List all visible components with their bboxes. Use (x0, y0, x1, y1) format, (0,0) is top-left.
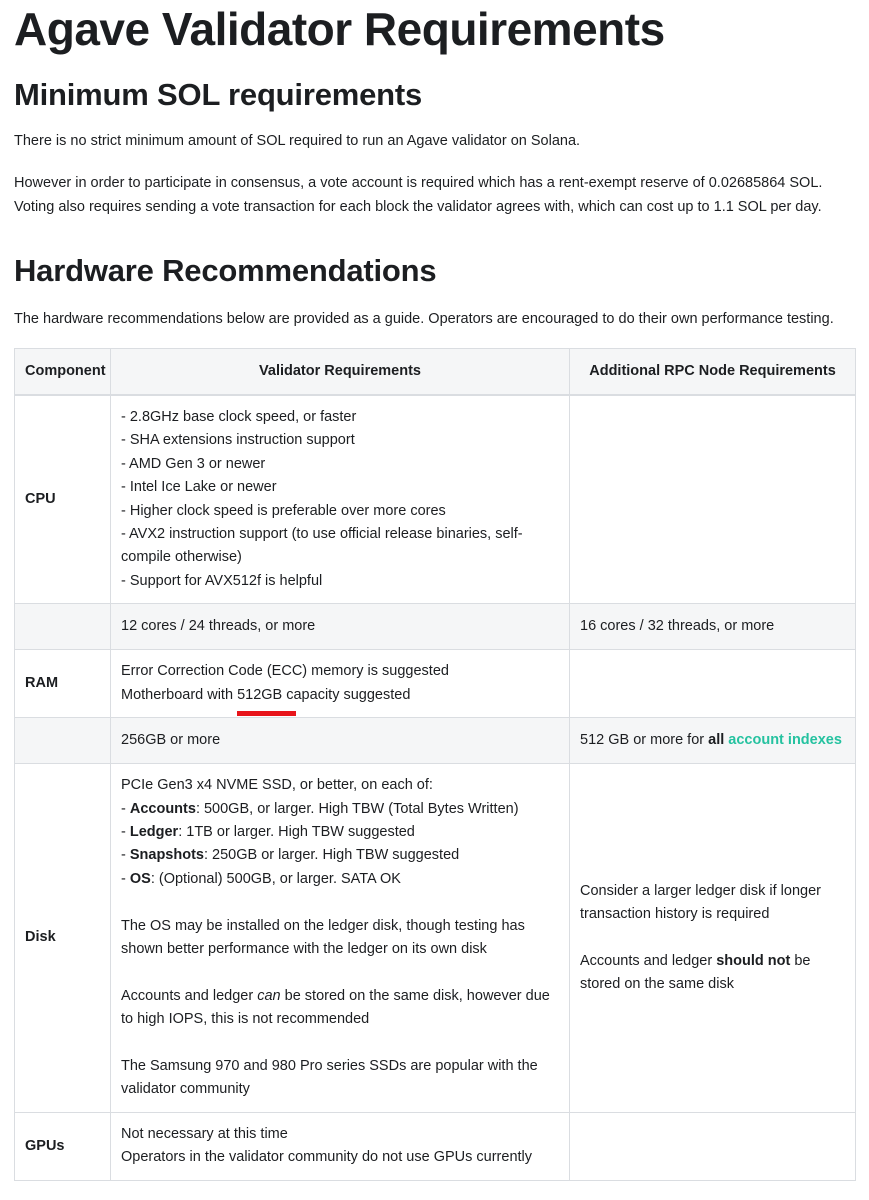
min-sol-paragraph-2: However in order to participate in consensus, a vote account is required which has a rent-exempt reserve of 0.02685864 SOL. Voting also requires sending a vote transaction for each block the validator agrees with, which can cost up to 1.1 SOL per day. (14, 175, 823, 215)
table-row-ram (15, 650, 856, 718)
disk-item-rest: : 1TB or larger. High TBW suggested (178, 824, 415, 841)
cpu-label: CPU (15, 395, 111, 604)
cpu-cores-label (15, 604, 111, 650)
hardware-intro: The hardware recommendations below are provided as a guide. Operators are encouraged to do their own performance testing. (14, 311, 834, 327)
gpus-validator-cell (111, 1112, 570, 1180)
ram-motherboard-suffix: capacity suggested (282, 686, 411, 703)
disk-item-name: Snapshots (129, 847, 204, 864)
table-header-row (15, 349, 856, 396)
disk-item-rest: : (Optional) 500GB, or larger. SATA OK (150, 870, 401, 887)
cpu-line: - Intel Ice Lake or newer (121, 479, 277, 496)
ram-size-validator: 256GB or more (111, 718, 570, 764)
cpu-line: - AMD Gen 3 or newer (121, 455, 266, 472)
disk-os-note: The OS may be installed on the ledger disk, though testing has shown better performance with the ledger on its own disk (121, 917, 525, 958)
disk-same-disk-emph: can (257, 987, 281, 1004)
disk-samsung-note: The Samsung 970 and 980 Pro series SSDs are popular with the validator community (121, 1058, 538, 1098)
disk-rpc-bold: should not (716, 952, 791, 969)
ram-label: RAM (15, 650, 111, 718)
disk-item (121, 844, 559, 867)
ram-validator-cell (111, 650, 570, 718)
disk-rpc-cell (570, 764, 856, 1113)
ram-rpc-bold: all (708, 732, 725, 749)
disk-same-disk-prefix: Accounts and ledger (121, 987, 258, 1004)
gpus-rpc-cell (570, 1112, 856, 1180)
header-rpc: Additional RPC Node Requirements (570, 349, 856, 396)
disk-item-rest: : 500GB, or larger. High TBW (Total Bytes Written) (195, 800, 519, 817)
disk-item-name: Accounts (129, 800, 196, 817)
disk-rpc-prefix: Accounts and ledger (580, 952, 717, 969)
table-row-gpus (15, 1112, 856, 1180)
ram-rpc-prefix: 512 GB or more for (580, 732, 709, 749)
ram-motherboard-prefix: Motherboard with (121, 686, 238, 703)
ram-ecc-line: Error Correction Code (ECC) memory is suggested (121, 663, 449, 680)
hardware-heading: Hardware Recommendations (14, 253, 437, 288)
spacer (580, 926, 845, 949)
disk-item-prefix: - (121, 870, 130, 887)
gpus-line: Operators in the validator community do not use GPUs currently (121, 1149, 533, 1166)
spacer (121, 961, 559, 984)
min-sol-heading: Minimum SOL requirements (14, 77, 423, 112)
cpu-line: - Support for AVX512f is helpful (121, 572, 323, 589)
cpu-validator-cell (111, 395, 570, 604)
ram-size-label (15, 718, 111, 764)
disk-item-prefix: - (121, 824, 130, 841)
page-title: Agave Validator Requirements (14, 3, 665, 55)
cpu-rpc-cell (570, 395, 856, 604)
spacer (121, 1032, 559, 1055)
disk-validator-cell (111, 764, 570, 1113)
gpus-line: Not necessary at this time (121, 1125, 288, 1142)
ram-size-rpc (570, 718, 856, 764)
table-row-cpu (15, 395, 856, 604)
disk-item-name: Ledger (129, 824, 179, 841)
table-row-disk (15, 764, 856, 1113)
disk-rpc-ledger-note: Consider a larger ledger disk if longer transaction history is required (580, 882, 821, 922)
header-component: Component (15, 349, 111, 396)
hardware-table (14, 348, 856, 1181)
min-sol-paragraph-1: There is no strict minimum amount of SOL required to run an Agave validator on Solana. (14, 133, 581, 149)
cpu-cores-validator: 12 cores / 24 threads, or more (111, 604, 570, 650)
ram-rpc-cell (570, 650, 856, 718)
ram-capacity-highlight: 512GB (237, 684, 282, 707)
cpu-line: - Higher clock speed is preferable over more cores (121, 502, 446, 519)
account-indexes-link[interactable]: account indexes (728, 732, 842, 749)
disk-rpc-suffix: be stored on the same disk (580, 952, 811, 993)
disk-item-name: OS (129, 870, 151, 887)
disk-rpc-separate-note (580, 950, 845, 997)
table-row-cpu-cores (15, 604, 856, 650)
cpu-cores-rpc: 16 cores / 32 threads, or more (570, 604, 856, 650)
disk-same-disk-note (121, 985, 559, 1032)
cpu-line: - AVX2 instruction support (to use official release binaries, self-compile otherwise) (121, 526, 523, 566)
disk-item (121, 868, 559, 891)
disk-item-rest: : 250GB or larger. High TBW suggested (203, 847, 460, 864)
disk-intro: PCIe Gen3 x4 NVME SSD, or better, on each of: (121, 777, 433, 794)
ram-motherboard-line (121, 684, 559, 707)
disk-same-disk-suffix: be stored on the same disk, however due to high IOPS, this is not recommended (121, 987, 550, 1028)
disk-item (121, 821, 559, 844)
header-validator: Validator Requirements (111, 349, 570, 396)
disk-item-prefix: - (121, 800, 130, 817)
cpu-line: - SHA extensions instruction support (121, 432, 355, 449)
disk-item (121, 798, 559, 821)
spacer (121, 891, 559, 914)
cpu-line: - 2.8GHz base clock speed, or faster (121, 409, 357, 425)
disk-label: Disk (15, 764, 111, 1113)
table-row-ram-size (15, 718, 856, 764)
disk-item-prefix: - (121, 847, 130, 864)
gpus-label: GPUs (15, 1112, 111, 1180)
